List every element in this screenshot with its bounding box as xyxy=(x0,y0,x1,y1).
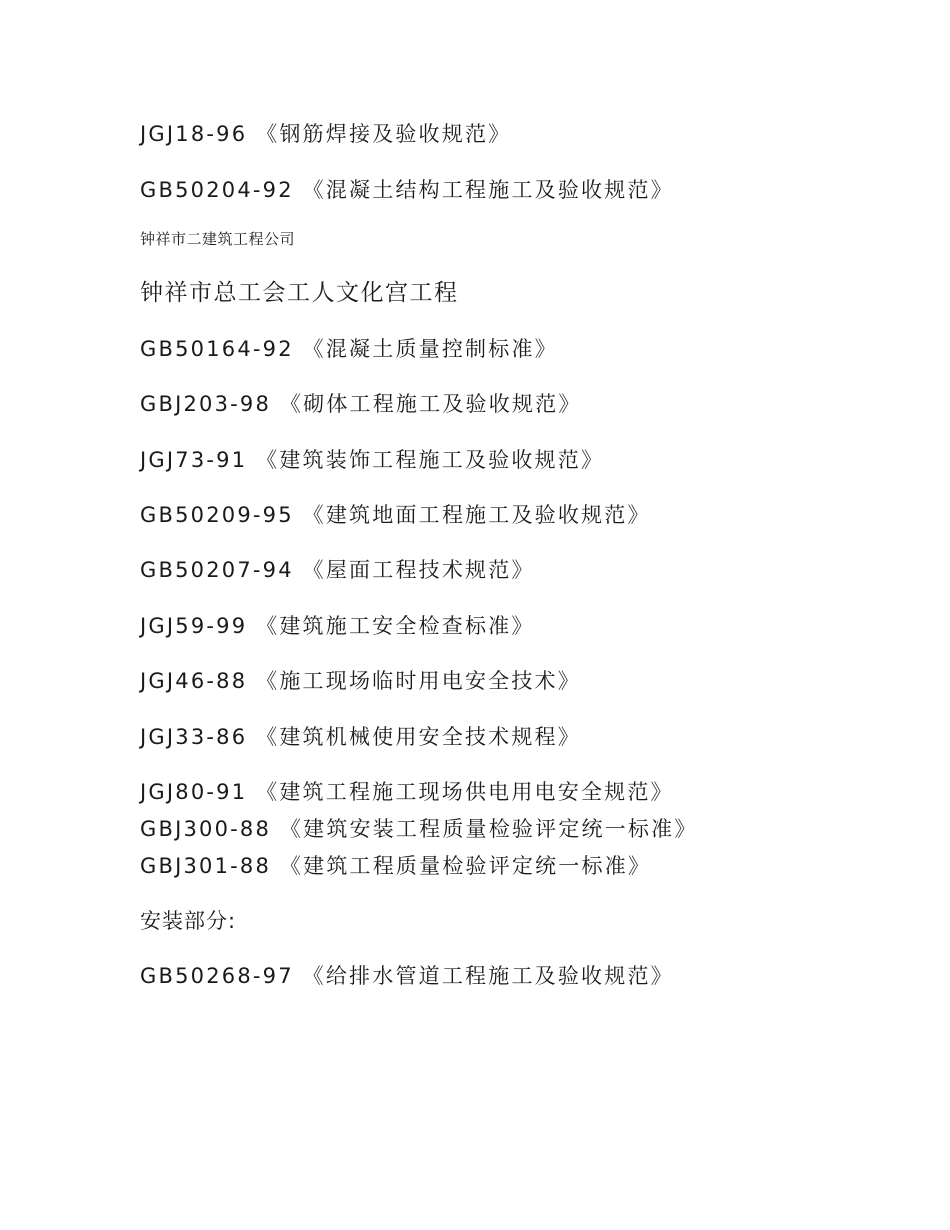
standard-line: GB50207-94 《屋面工程技术规范》 xyxy=(140,558,535,582)
standard-line: GBJ301-88 《建筑工程质量检验评定统一标准》 xyxy=(140,854,652,878)
section-label: 安装部分: xyxy=(140,909,237,933)
standard-line: GBJ203-98 《砌体工程施工及验收规范》 xyxy=(140,392,582,416)
standard-line: JGJ46-88 《施工现场临时用电安全技术》 xyxy=(140,669,581,693)
standard-line: JGJ18-96 《钢筋焊接及验收规范》 xyxy=(140,122,512,146)
standard-line: JGJ80-91 《建筑工程施工现场供电用电安全规范》 xyxy=(140,780,674,804)
standard-line: JGJ59-99 《建筑施工安全检查标准》 xyxy=(140,614,535,638)
company-name: 钟祥市二建筑工程公司 xyxy=(140,230,296,248)
standard-line: JGJ73-91 《建筑装饰工程施工及验收规范》 xyxy=(140,448,605,472)
standard-line: JGJ33-86 《建筑机械使用安全技术规程》 xyxy=(140,725,581,749)
standard-line: GB50209-95 《建筑地面工程施工及验收规范》 xyxy=(140,503,651,527)
standard-line: GB50268-97 《给排水管道工程施工及验收规范》 xyxy=(140,964,674,988)
standard-line: GB50164-92 《混凝土质量控制标准》 xyxy=(140,337,558,361)
standard-line: GB50204-92 《混凝土结构工程施工及验收规范》 xyxy=(140,178,674,202)
standard-line: GBJ300-88 《建筑安装工程质量检验评定统一标准》 xyxy=(140,817,698,841)
project-title: 钟祥市总工会工人文化宫工程 xyxy=(140,280,459,306)
